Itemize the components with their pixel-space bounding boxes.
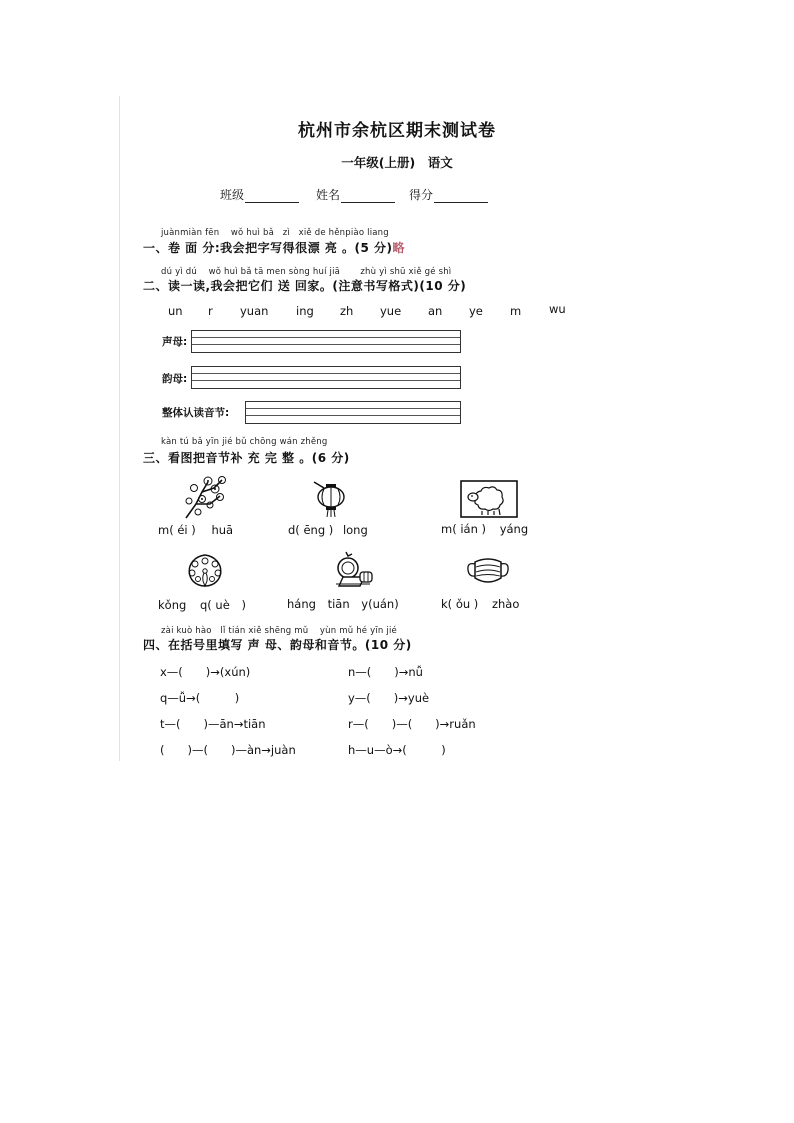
plum-blossom-icon bbox=[180, 474, 228, 520]
answer-text[interactable]: uè bbox=[215, 598, 230, 612]
finals-label: 韵母: bbox=[162, 373, 188, 385]
q4-row-3-right[interactable]: r—( )—( )→ruǎn bbox=[348, 717, 476, 731]
mask-icon bbox=[465, 556, 511, 586]
score-label: 得分 bbox=[409, 188, 434, 202]
q3-item-5: háng tiān y(uán) bbox=[287, 597, 399, 611]
initials-label: 声母: bbox=[162, 336, 188, 348]
q4-row-2-right[interactable]: y—( )→yuè bbox=[348, 691, 430, 705]
q4-row-1-left[interactable]: x—( )→(xún) bbox=[160, 665, 251, 679]
syllable: ing bbox=[296, 304, 314, 318]
finals-writing-area[interactable] bbox=[191, 366, 461, 389]
q3-heading: 三、看图把音节补 充 完 整 。(6 分) bbox=[143, 451, 350, 465]
score-blank[interactable] bbox=[434, 189, 488, 203]
answer-text[interactable]: éi bbox=[177, 523, 188, 537]
syllable: wu bbox=[549, 302, 566, 316]
score-field bbox=[409, 186, 488, 203]
page-subtitle: 一年级(上册) 语文 bbox=[341, 155, 453, 170]
q4-pinyin: zài kuò hào lǐ tián xiě shēng mǔ yùn mǔ hé yīn jié bbox=[161, 626, 397, 636]
syllable: m bbox=[510, 304, 522, 318]
whole-syllables-label: 整体认读音节: bbox=[162, 407, 230, 419]
peacock-icon bbox=[183, 552, 227, 588]
page-title: 杭州市余杭区期末测试卷 bbox=[298, 121, 496, 141]
sheep-icon bbox=[460, 480, 518, 518]
page-edge-rule bbox=[119, 96, 120, 761]
q4-row-1-right[interactable]: n—( )→nǚ bbox=[348, 665, 423, 679]
q4-row-4-right[interactable]: h—u—ò→( ) bbox=[348, 743, 446, 757]
q3-pinyin: kàn tú bǎ yīn jié bǔ chōng wán zhěng bbox=[161, 437, 328, 447]
q4-row-3-left[interactable]: t—( )—ān→tiān bbox=[160, 717, 266, 731]
q3-item-4: kǒng q( uè ) bbox=[158, 598, 246, 612]
q1-pinyin: juànmiàn fēn wǒ huì bǎ zì xiě de hěnpiào liang bbox=[161, 228, 389, 238]
syllable: ye bbox=[469, 304, 483, 318]
answer-text[interactable]: ǒu bbox=[455, 597, 471, 611]
q3-item-2: d( ēng ) long bbox=[288, 523, 368, 537]
syllable: an bbox=[428, 304, 443, 318]
name-field bbox=[316, 186, 395, 203]
q2-pinyin: dú yì dú wǒ huì bǎ tā men sòng huí jiā zhù yì shū xiě gé shì bbox=[161, 267, 452, 277]
q4-row-4-left[interactable]: ( )—( )—àn→juàn bbox=[160, 743, 296, 757]
name-label: 姓名 bbox=[316, 188, 341, 202]
class-label: 班级 bbox=[220, 188, 245, 202]
class-field bbox=[220, 186, 299, 203]
q3-item-3: m( ián ) yáng bbox=[441, 522, 529, 536]
astronaut-icon bbox=[330, 550, 376, 590]
answer-text[interactable]: uán) bbox=[372, 597, 399, 611]
q1-heading-text: 一、卷 面 分:我会把字写得很漂 亮 。(5 分) bbox=[143, 241, 393, 255]
q4-heading: 四、在括号里填写 声 母、韵母和音节。(10 分) bbox=[143, 638, 412, 652]
q3-item-6: k( ǒu ) zhào bbox=[441, 597, 520, 611]
answer-text[interactable]: ián bbox=[460, 522, 478, 536]
syllable: r bbox=[208, 304, 213, 318]
q2-heading: 二、读一读,我会把它们 送 回家。(注意书写格式)(10 分) bbox=[143, 279, 467, 293]
whole-syllables-writing-area[interactable] bbox=[245, 401, 461, 424]
q1-mark: 略 bbox=[392, 241, 406, 255]
q1-heading bbox=[143, 239, 405, 256]
class-blank[interactable] bbox=[245, 189, 299, 203]
answer-text[interactable]: ēng bbox=[303, 523, 326, 537]
name-blank[interactable] bbox=[341, 189, 395, 203]
initials-writing-area[interactable] bbox=[191, 330, 461, 353]
q4-row-2-left[interactable]: q—ǚ→( ) bbox=[160, 691, 240, 705]
syllable: un bbox=[168, 304, 183, 318]
syllable: yue bbox=[380, 304, 402, 318]
syllable: yuan bbox=[240, 304, 269, 318]
lantern-icon bbox=[310, 478, 350, 518]
syllable: zh bbox=[340, 304, 354, 318]
q3-item-1: m( éi ) huā bbox=[158, 523, 234, 537]
